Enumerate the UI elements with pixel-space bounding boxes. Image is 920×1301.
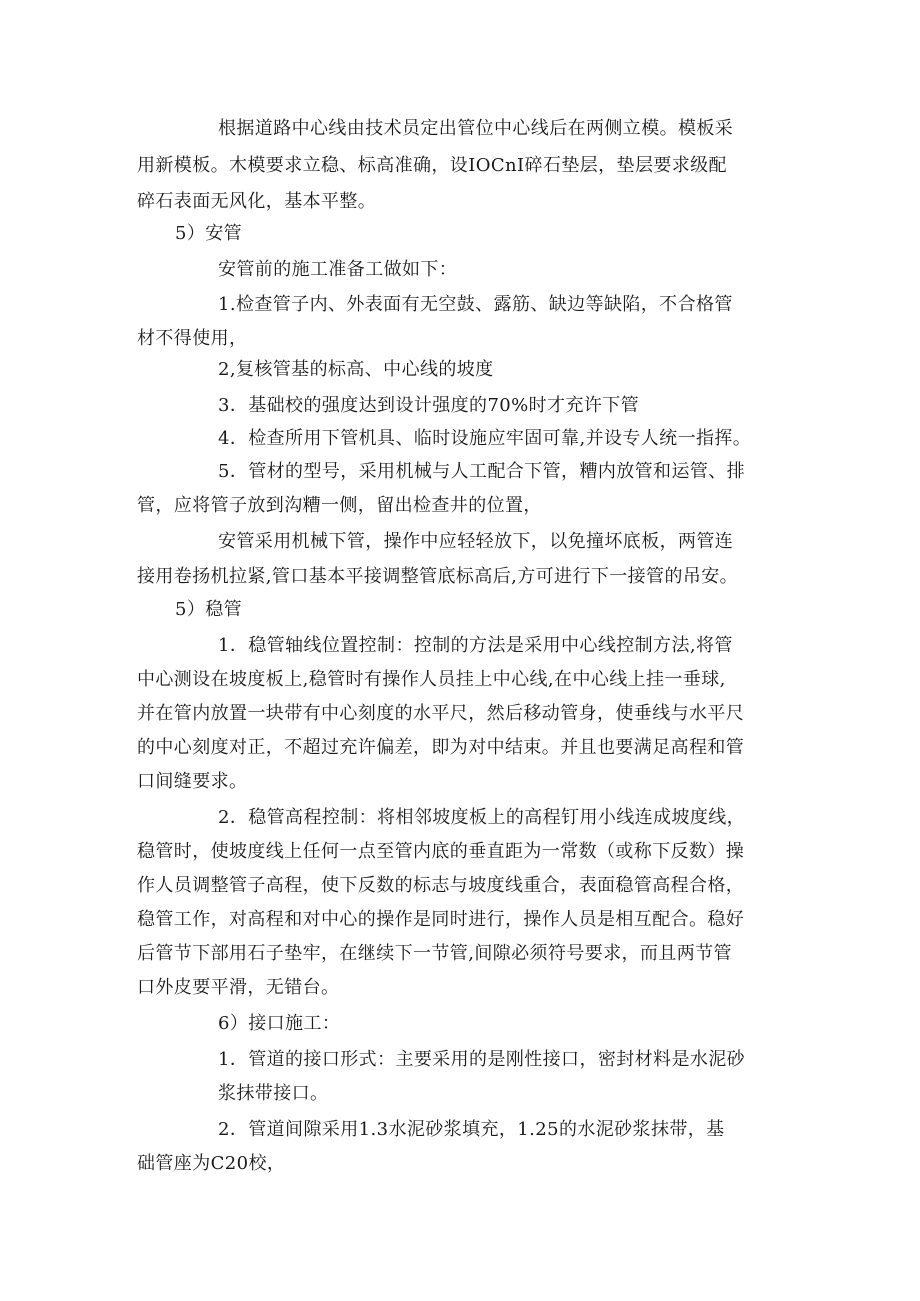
list-item-3: 3．基础校的强度达到设计强度的70%时才充许下管: [218, 395, 640, 416]
text-line: 稳管时，使坡度线上任何一点至管内底的垂直距为一常数（或称下反数）操: [137, 841, 745, 862]
text-line: 浆抹带接口。: [218, 1083, 329, 1104]
section-heading-pipe-stabilizing: 5）稳管: [175, 599, 243, 620]
text-line: 中心测设在坡度板上,稳管时有操作人员挂上中心线,在中心线上挂一垂球,: [137, 669, 726, 690]
text-line: 5．管材的型号，采用机械与人工配合下管，糟内放管和运管、排: [218, 461, 746, 482]
list-item-2: 2,复核管基的标高、中心线的坡度: [218, 359, 494, 380]
text-line: 材不得使用，: [137, 328, 248, 349]
text-line: 安管采用机械下管，操作中应轻轻放下，以免撞坏底板，两管连: [218, 531, 734, 552]
text-line: 接用卷扬机拉紧,管口基本平接调整管底标高后,方可进行下一接管的吊安。: [137, 566, 739, 587]
section-heading-joint-construction: 6）接口施工：: [218, 1013, 341, 1034]
text-line: 2．稳管高程控制：将相邻坡度板上的高程钉用小线连成坡度线，: [218, 807, 746, 828]
text-line: 口间缝要求。: [137, 771, 248, 792]
text-line: 碎石表面无风化，基本平整。: [137, 191, 377, 212]
text-line: 的中心刻度对正，不超过充许偏差，即为对中结束。并且也要满足高程和管: [137, 737, 745, 758]
text-line: 根据道路中心线由技术员定出管位中心线后在两侧立模。模板采: [218, 118, 734, 139]
text-line: 1．管道的接口形式：主要采用的是刚性接口，密封材料是水泥砂: [218, 1049, 746, 1070]
text-line: 管，应将管子放到沟糟一侧，留出检查井的位置，: [137, 495, 542, 516]
text-line: 1．稳管轴线位置控制：控制的方法是采用中心线控制方法,将管: [218, 635, 733, 656]
text-line: 础管座为C20校，: [137, 1153, 286, 1174]
text-line: 2．管道间隙采用1.3水泥砂浆填充，1.25的水泥砂浆抹带，基: [218, 1119, 725, 1140]
text-line: 稳管工作，对高程和对中心的操作是同时进行，操作人员是相互配合。稳好: [137, 909, 745, 930]
text-line: 后管节下部用石子垫牢，在继续下一节管,间隙必须符号要求，而且两节管: [137, 943, 732, 964]
text-line: 用新模板。木模要求立稳、标高准确，设IOCnI碎石垫层，垫层要求级配: [137, 155, 727, 176]
section-heading-pipe-laying: 5）安管: [175, 223, 243, 244]
text-line: 1.检查管子内、外表面有无空鼓、露筋、缺边等缺陷，不合格管: [218, 294, 733, 315]
text-line: 并在管内放置一块带有中心刻度的水平尺，然后移动管身，使垂线与水平尺: [137, 703, 745, 724]
text-line: 作人员调整管子高程，使下反数的标志与坡度线重合，表面稳管高程合格，: [137, 875, 745, 896]
list-item-4: 4．检查所用下管机具、临时设施应牢固可靠,并设专人统一指挥。: [218, 428, 752, 449]
text-line: 口外皮要平滑，无错台。: [137, 977, 340, 998]
paragraph-preparation-intro: 安管前的施工准备工做如下：: [218, 259, 458, 280]
